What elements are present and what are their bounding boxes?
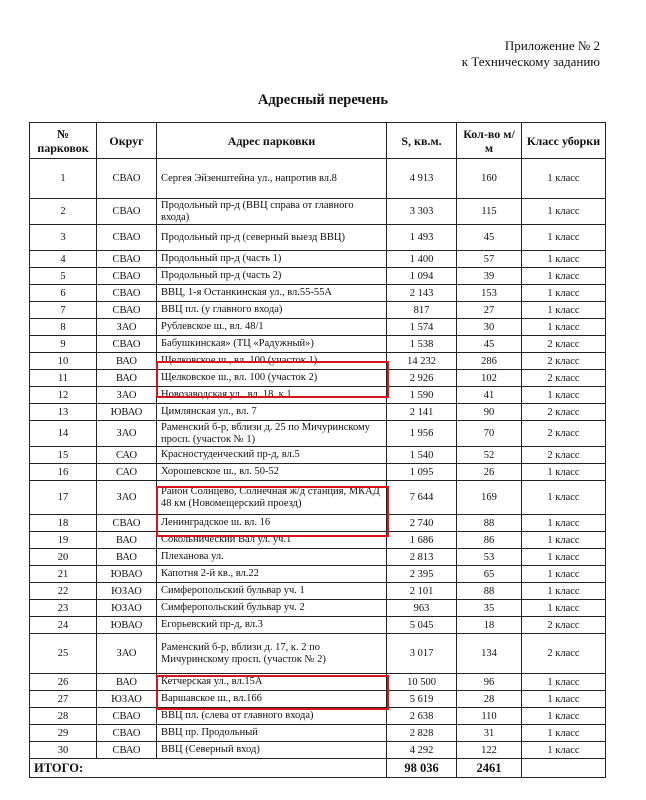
row-spaces-cell: 169 — [457, 481, 522, 515]
row-district-cell: ВАО — [97, 353, 157, 370]
table-row — [30, 617, 606, 634]
table-row — [30, 447, 606, 464]
row-area-cell: 2 395 — [387, 566, 457, 583]
row-area-cell: 1 095 — [387, 464, 457, 481]
row-num-cell: 15 — [30, 447, 97, 464]
row-address-cell: Раменский б-р, вблизи д. 25 по Мичуринскому просп. (участок № 1) — [157, 421, 387, 447]
row-class-cell: 1 класс — [522, 302, 606, 319]
row-num-cell: 19 — [30, 532, 97, 549]
row-area-cell: 817 — [387, 302, 457, 319]
row-num-cell: 22 — [30, 583, 97, 600]
row-district-cell: ЮВАО — [97, 617, 157, 634]
col-header-spaces: Кол-во м/м — [457, 123, 522, 159]
row-district-cell: ЗАО — [97, 634, 157, 674]
row-num-cell: 6 — [30, 285, 97, 302]
row-area-cell: 2 828 — [387, 725, 457, 742]
row-spaces-cell: 110 — [457, 708, 522, 725]
row-class-cell: 1 класс — [522, 600, 606, 617]
row-spaces-cell: 52 — [457, 447, 522, 464]
row-area-cell: 5 619 — [387, 691, 457, 708]
row-num-cell: 10 — [30, 353, 97, 370]
row-class-cell: 1 класс — [522, 387, 606, 404]
row-area-cell: 3 017 — [387, 634, 457, 674]
row-address-cell: ВВЦ пл. (слева от главного входа) — [157, 708, 387, 725]
row-num-cell: 13 — [30, 404, 97, 421]
row-class-cell: 1 класс — [522, 268, 606, 285]
row-address-cell: Продольный пр-д (часть 1) — [157, 251, 387, 268]
row-district-cell: ЗАО — [97, 481, 157, 515]
table-row — [30, 566, 606, 583]
row-spaces-cell: 30 — [457, 319, 522, 336]
row-area-cell: 1 538 — [387, 336, 457, 353]
row-class-cell: 2 класс — [522, 447, 606, 464]
row-spaces-cell: 35 — [457, 600, 522, 617]
table-row — [30, 532, 606, 549]
row-num-cell: 3 — [30, 225, 97, 251]
row-spaces-cell: 286 — [457, 353, 522, 370]
row-address-cell: Красностуденческий пр-д, вл.5 — [157, 447, 387, 464]
row-area-cell: 7 644 — [387, 481, 457, 515]
row-district-cell: ВАО — [97, 532, 157, 549]
totals-label: ИТОГО: — [30, 759, 387, 778]
row-district-cell: ЮВАО — [97, 566, 157, 583]
row-address-cell: Капотня 2-й кв., вл.22 — [157, 566, 387, 583]
row-spaces-cell: 90 — [457, 404, 522, 421]
row-address-cell: Продольный пр-д (северный выезд ВВЦ) — [157, 225, 387, 251]
row-address-cell: Сокольнический Вал ул. уч.1 — [157, 532, 387, 549]
row-district-cell: ЮЗАО — [97, 583, 157, 600]
row-num-cell: 2 — [30, 199, 97, 225]
row-address-cell: Плеханова ул. — [157, 549, 387, 566]
row-class-cell: 1 класс — [522, 549, 606, 566]
row-spaces-cell: 18 — [457, 617, 522, 634]
row-num-cell: 17 — [30, 481, 97, 515]
row-spaces-cell: 86 — [457, 532, 522, 549]
row-address-cell: Хорошевское ш., вл. 50-52 — [157, 464, 387, 481]
row-num-cell: 9 — [30, 336, 97, 353]
row-area-cell: 963 — [387, 600, 457, 617]
table-row — [30, 464, 606, 481]
row-area-cell: 2 143 — [387, 285, 457, 302]
row-spaces-cell: 57 — [457, 251, 522, 268]
table-row — [30, 404, 606, 421]
row-num-cell: 23 — [30, 600, 97, 617]
row-class-cell: 2 класс — [522, 353, 606, 370]
row-num-cell: 29 — [30, 725, 97, 742]
row-address-cell: Варшавское ш., вл.166 — [157, 691, 387, 708]
row-address-cell: Щелковское ш., вл. 100 (участок 2) — [157, 370, 387, 387]
table-row — [30, 353, 606, 370]
table-header-row — [30, 123, 606, 159]
row-district-cell: СВАО — [97, 725, 157, 742]
row-spaces-cell: 65 — [457, 566, 522, 583]
row-area-cell: 2 813 — [387, 549, 457, 566]
row-district-cell: ВАО — [97, 549, 157, 566]
row-spaces-cell: 88 — [457, 583, 522, 600]
row-num-cell: 16 — [30, 464, 97, 481]
table-row — [30, 199, 606, 225]
row-address-cell: Рублевское ш., вл. 48/1 — [157, 319, 387, 336]
row-class-cell: 1 класс — [522, 464, 606, 481]
table-row — [30, 549, 606, 566]
row-district-cell: СВАО — [97, 742, 157, 759]
totals-row — [30, 759, 606, 778]
row-area-cell: 1 493 — [387, 225, 457, 251]
row-district-cell: ЗАО — [97, 421, 157, 447]
row-area-cell: 2 926 — [387, 370, 457, 387]
row-address-cell: Симферопольский бульвар уч. 2 — [157, 600, 387, 617]
appendix-line-2: к Техническому заданию — [461, 54, 600, 69]
row-area-cell: 2 101 — [387, 583, 457, 600]
row-spaces-cell: 39 — [457, 268, 522, 285]
row-spaces-cell: 134 — [457, 634, 522, 674]
row-address-cell: ВВЦ (Северный вход) — [157, 742, 387, 759]
row-address-cell: ВВЦ пр. Продольный — [157, 725, 387, 742]
table-row — [30, 268, 606, 285]
table-row — [30, 251, 606, 268]
table-row — [30, 600, 606, 617]
row-area-cell: 1 956 — [387, 421, 457, 447]
row-district-cell: СВАО — [97, 285, 157, 302]
row-address-cell: Продольный пр-д (часть 2) — [157, 268, 387, 285]
row-spaces-cell: 102 — [457, 370, 522, 387]
row-address-cell: Симферопольский бульвар уч. 1 — [157, 583, 387, 600]
table-row — [30, 725, 606, 742]
row-area-cell: 2 638 — [387, 708, 457, 725]
row-class-cell: 1 класс — [522, 251, 606, 268]
row-district-cell: СВАО — [97, 268, 157, 285]
row-spaces-cell: 160 — [457, 159, 522, 199]
row-address-cell: ВВЦ пл. (у главного входа) — [157, 302, 387, 319]
row-district-cell: ЮЗАО — [97, 691, 157, 708]
document-title: Адресный перечень — [257, 92, 389, 108]
row-num-cell: 24 — [30, 617, 97, 634]
row-num-cell: 25 — [30, 634, 97, 674]
row-num-cell: 12 — [30, 387, 97, 404]
row-address-cell: Продольный пр-д (ВВЦ справа от главного входа) — [157, 199, 387, 225]
row-num-cell: 4 — [30, 251, 97, 268]
row-area-cell: 14 232 — [387, 353, 457, 370]
row-spaces-cell: 122 — [457, 742, 522, 759]
col-header-area: S, кв.м. — [387, 123, 457, 159]
row-address-cell: Бабушкинская» (ТЦ «Радужный») — [157, 336, 387, 353]
totals-class-empty — [522, 759, 606, 778]
row-class-cell: 1 класс — [522, 285, 606, 302]
row-district-cell: САО — [97, 447, 157, 464]
row-num-cell: 14 — [30, 421, 97, 447]
row-spaces-cell: 45 — [457, 336, 522, 353]
row-district-cell: СВАО — [97, 251, 157, 268]
col-header-class: Класс уборки — [522, 123, 606, 159]
table-row — [30, 583, 606, 600]
row-class-cell: 1 класс — [522, 199, 606, 225]
row-address-cell: Ленинградское ш. вл. 16 — [157, 515, 387, 532]
table-row — [30, 159, 606, 199]
row-area-cell: 2 740 — [387, 515, 457, 532]
row-class-cell: 1 класс — [522, 481, 606, 515]
table-row — [30, 336, 606, 353]
row-area-cell: 1 540 — [387, 447, 457, 464]
row-address-cell: Кетчерская ул., вл.15А — [157, 674, 387, 691]
table-row — [30, 515, 606, 532]
row-address-cell: Цимлянская ул., вл. 7 — [157, 404, 387, 421]
row-class-cell: 1 класс — [522, 225, 606, 251]
totals-spaces: 2461 — [457, 759, 522, 778]
table-row — [30, 691, 606, 708]
table-row — [30, 319, 606, 336]
row-district-cell: ВАО — [97, 674, 157, 691]
row-class-cell: 1 класс — [522, 674, 606, 691]
row-area-cell: 10 500 — [387, 674, 457, 691]
row-spaces-cell: 45 — [457, 225, 522, 251]
row-spaces-cell: 53 — [457, 549, 522, 566]
row-area-cell: 1 574 — [387, 319, 457, 336]
row-class-cell: 1 класс — [522, 319, 606, 336]
table-row — [30, 634, 606, 674]
row-area-cell: 3 303 — [387, 199, 457, 225]
row-class-cell: 1 класс — [522, 742, 606, 759]
row-address-cell: Сергея Эйзенштейна ул., напротив вл.8 — [157, 159, 387, 199]
row-class-cell: 1 класс — [522, 725, 606, 742]
row-district-cell: ЮВАО — [97, 404, 157, 421]
table-row — [30, 387, 606, 404]
row-num-cell: 27 — [30, 691, 97, 708]
appendix-note — [462, 38, 600, 70]
row-district-cell: ЗАО — [97, 387, 157, 404]
row-spaces-cell: 28 — [457, 691, 522, 708]
row-class-cell: 1 класс — [522, 691, 606, 708]
row-spaces-cell: 41 — [457, 387, 522, 404]
table-row — [30, 421, 606, 447]
table-row — [30, 302, 606, 319]
row-class-cell: 1 класс — [522, 583, 606, 600]
row-spaces-cell: 31 — [457, 725, 522, 742]
row-district-cell: ЮЗАО — [97, 600, 157, 617]
row-area-cell: 5 045 — [387, 617, 457, 634]
totals-area: 98 036 — [387, 759, 457, 778]
row-spaces-cell: 70 — [457, 421, 522, 447]
row-spaces-cell: 88 — [457, 515, 522, 532]
row-num-cell: 7 — [30, 302, 97, 319]
row-district-cell: СВАО — [97, 515, 157, 532]
row-address-cell: ВВЦ, 1-я Останкинская ул., вл.55-55А — [157, 285, 387, 302]
appendix-line-1: Приложение № 2 — [504, 38, 600, 53]
table-row — [30, 370, 606, 387]
col-header-district: Округ — [97, 123, 157, 159]
row-spaces-cell: 96 — [457, 674, 522, 691]
row-district-cell: ВАО — [97, 370, 157, 387]
row-area-cell: 1 400 — [387, 251, 457, 268]
row-address-cell: Новозаводская ул., вл. 18, к.1 — [157, 387, 387, 404]
table-row — [30, 285, 606, 302]
row-class-cell: 2 класс — [522, 370, 606, 387]
row-district-cell: САО — [97, 464, 157, 481]
row-num-cell: 1 — [30, 159, 97, 199]
row-district-cell: СВАО — [97, 199, 157, 225]
address-table — [29, 122, 606, 778]
row-num-cell: 28 — [30, 708, 97, 725]
row-spaces-cell: 26 — [457, 464, 522, 481]
row-num-cell: 18 — [30, 515, 97, 532]
row-district-cell: СВАО — [97, 302, 157, 319]
row-num-cell: 20 — [30, 549, 97, 566]
row-class-cell: 2 класс — [522, 634, 606, 674]
row-num-cell: 8 — [30, 319, 97, 336]
table-row — [30, 742, 606, 759]
row-address-cell: Щелковское ш., вл. 100 (участок 1) — [157, 353, 387, 370]
row-district-cell: СВАО — [97, 225, 157, 251]
row-spaces-cell: 115 — [457, 199, 522, 225]
row-spaces-cell: 153 — [457, 285, 522, 302]
row-district-cell: СВАО — [97, 336, 157, 353]
row-class-cell: 1 класс — [522, 566, 606, 583]
row-area-cell: 4 913 — [387, 159, 457, 199]
row-num-cell: 21 — [30, 566, 97, 583]
row-class-cell: 2 класс — [522, 421, 606, 447]
row-address-cell: Егорьевский пр-д, вл.3 — [157, 617, 387, 634]
row-class-cell: 1 класс — [522, 532, 606, 549]
table-row — [30, 674, 606, 691]
row-address-cell: Район Солнцево, Солнечная ж/д станция, МКАД 48 км (Новомещерский проезд) — [157, 481, 387, 515]
col-header-num: № парковок — [30, 123, 97, 159]
col-header-address: Адрес парковки — [157, 123, 387, 159]
row-spaces-cell: 27 — [457, 302, 522, 319]
table-row — [30, 481, 606, 515]
row-district-cell: СВАО — [97, 159, 157, 199]
row-area-cell: 4 292 — [387, 742, 457, 759]
row-num-cell: 11 — [30, 370, 97, 387]
row-address-cell: Раменский б-р, вблизи д. 17, к. 2 по Мичуринскому просп. (участок № 2) — [157, 634, 387, 674]
row-class-cell: 2 класс — [522, 404, 606, 421]
row-class-cell: 1 класс — [522, 159, 606, 199]
row-num-cell: 5 — [30, 268, 97, 285]
row-area-cell: 1 094 — [387, 268, 457, 285]
row-class-cell: 1 класс — [522, 708, 606, 725]
row-class-cell: 2 класс — [522, 617, 606, 634]
row-class-cell: 2 класс — [522, 336, 606, 353]
row-district-cell: ЗАО — [97, 319, 157, 336]
row-area-cell: 2 141 — [387, 404, 457, 421]
row-class-cell: 1 класс — [522, 515, 606, 532]
row-area-cell: 1 590 — [387, 387, 457, 404]
table-row — [30, 708, 606, 725]
row-area-cell: 1 686 — [387, 532, 457, 549]
row-num-cell: 26 — [30, 674, 97, 691]
row-num-cell: 30 — [30, 742, 97, 759]
table-row — [30, 225, 606, 251]
row-district-cell: СВАО — [97, 708, 157, 725]
